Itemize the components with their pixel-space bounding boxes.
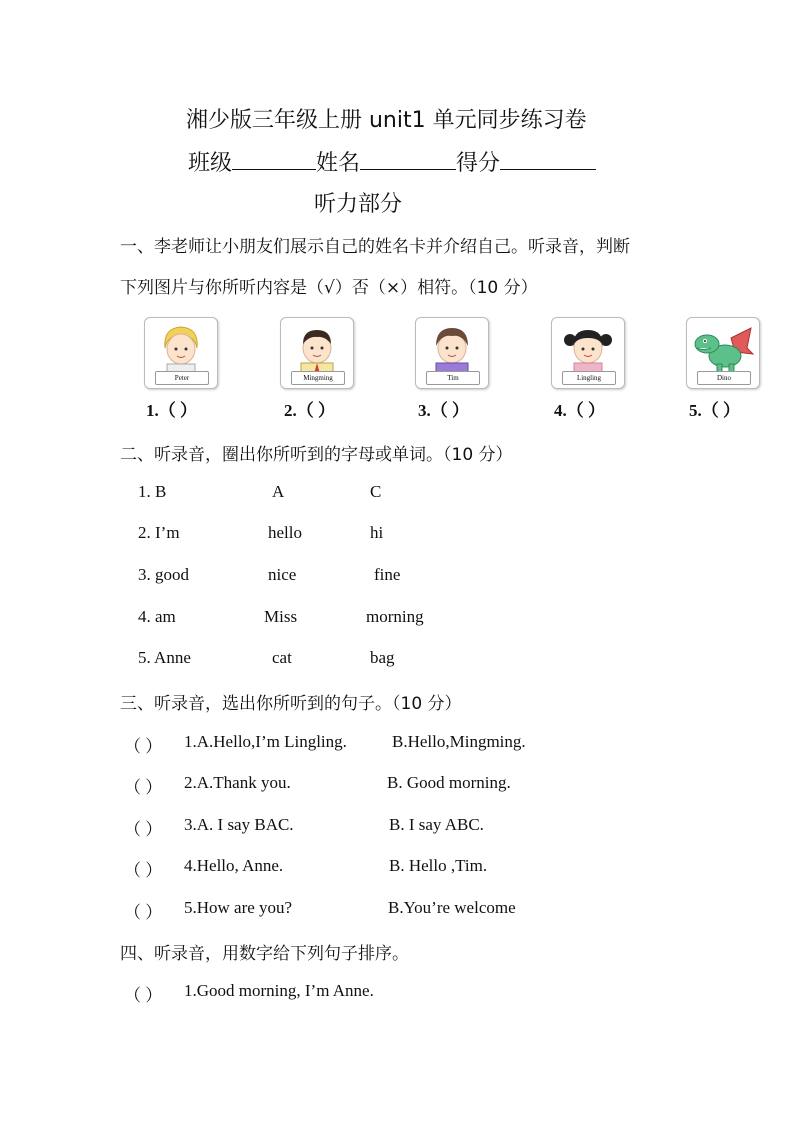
- q2-row2-num: 2. I’m: [138, 523, 180, 542]
- q2-row2-option-b[interactable]: hello: [268, 523, 302, 542]
- name-tag: Lingling: [562, 371, 616, 385]
- q3-row5-option-a: 5.How are you?: [184, 898, 293, 917]
- q1-instruction-line1: 一、李老师让小朋友们展示自己的姓名卡并介绍自己。听录音，判断: [120, 237, 630, 257]
- name-tag: Tim: [426, 371, 480, 385]
- q3-row3-option-a: 3.A. I say BAC.: [184, 815, 294, 834]
- q3-row1-answer-blank[interactable]: （ ）: [124, 737, 163, 756]
- page-title: 湘少版三年级上册 unit1 单元同步练习卷: [186, 108, 587, 133]
- q3-row5-option-b: B.You’re welcome: [388, 898, 516, 917]
- q3-row2-answer-blank[interactable]: （ ）: [124, 778, 163, 797]
- section-title: 听力部分: [314, 192, 403, 217]
- name-tag: Mingming: [291, 371, 345, 385]
- answer-blank-2[interactable]: 2.（ ）: [284, 401, 335, 420]
- q3-row4-option-b: B. Hello ,Tim.: [389, 856, 488, 875]
- name-card-dino: [686, 317, 760, 389]
- q2-row1-option-b[interactable]: A: [272, 482, 285, 501]
- q2-row1-option-c[interactable]: C: [370, 482, 382, 501]
- q2-row2-option-c[interactable]: hi: [370, 523, 384, 542]
- q2-row5-option-b[interactable]: cat: [272, 648, 292, 667]
- name-card-peter: [144, 317, 218, 389]
- q3-instruction: 三、听录音，选出你所听到的句子。（10 分）: [120, 694, 462, 714]
- q3-row3-option-b: B. I say ABC.: [389, 815, 484, 834]
- answer-blank-3[interactable]: 3.（ ）: [418, 401, 469, 420]
- q2-row4-num: 4. am: [138, 607, 176, 626]
- q2-row3-num: 3. good: [138, 565, 189, 584]
- score-label: 得分: [456, 151, 501, 176]
- q3-row2-option-b: B. Good morning.: [387, 773, 511, 792]
- name-card-lingling: [551, 317, 625, 389]
- class-blank[interactable]: [232, 151, 316, 170]
- class-label: 班级: [188, 151, 233, 176]
- q2-instruction: 二、听录音，圈出你所听到的字母或单词。（10 分）: [120, 445, 513, 465]
- q3-row2-option-a: 2.A.Thank you.: [184, 773, 291, 792]
- q4-row1-answer-blank[interactable]: （ ）: [124, 986, 163, 1005]
- student-info-line: [188, 146, 596, 177]
- answer-blank-5[interactable]: 5.（ ）: [689, 401, 740, 420]
- name-tag: Peter: [155, 371, 209, 385]
- q2-row4-option-c[interactable]: morning: [366, 607, 424, 626]
- score-blank[interactable]: [500, 151, 596, 170]
- q2-row3-option-c[interactable]: fine: [374, 565, 401, 584]
- answer-blank-4[interactable]: 4.（ ）: [554, 401, 605, 420]
- q3-row1-option-a: 1.A.Hello,I’m Lingling.: [184, 732, 347, 751]
- name-blank[interactable]: [360, 151, 456, 170]
- name-tag: Dino: [697, 371, 751, 385]
- name-label: 姓名: [316, 151, 361, 176]
- q3-row4-option-a: 4.Hello, Anne.: [184, 856, 284, 875]
- q2-row5-option-c[interactable]: bag: [370, 648, 395, 667]
- q1-instruction-line2: 下列图片与你所听内容是（√）否（×）相符。（10 分）: [120, 278, 538, 298]
- q2-row4-option-b[interactable]: Miss: [264, 607, 298, 626]
- q4-instruction: 四、听录音，用数字给下列句子排序。: [120, 944, 409, 964]
- q2-row1-num: 1. B: [138, 482, 167, 501]
- q3-row3-answer-blank[interactable]: （ ）: [124, 820, 163, 839]
- q3-row4-answer-blank[interactable]: （ ）: [124, 861, 163, 880]
- q4-row1-sentence: 1.Good morning, I’m Anne.: [184, 981, 374, 1000]
- name-card-tim: [415, 317, 489, 389]
- q3-row5-answer-blank[interactable]: （ ）: [124, 903, 163, 922]
- q3-row1-option-b: B.Hello,Mingming.: [392, 732, 526, 751]
- q2-row3-option-b[interactable]: nice: [268, 565, 297, 584]
- answer-blank-1[interactable]: 1.（ ）: [146, 401, 197, 420]
- q2-row5-num: 5. Anne: [138, 648, 191, 667]
- name-card-mingming: [280, 317, 354, 389]
